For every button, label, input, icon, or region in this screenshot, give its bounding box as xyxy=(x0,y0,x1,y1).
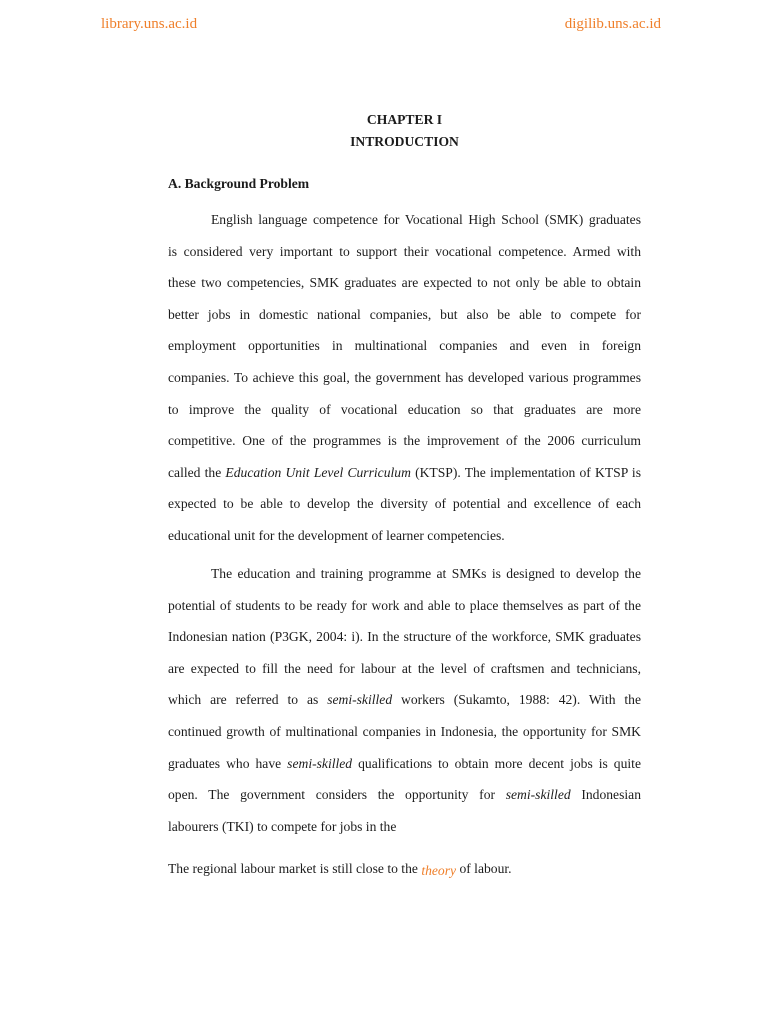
text-line xyxy=(168,853,641,885)
text-segment: graduates who have xyxy=(168,755,288,771)
chapter-heading xyxy=(168,109,641,153)
text-segment: Indonesian xyxy=(570,787,641,803)
chapter-number: CHAPTER I xyxy=(366,112,443,127)
text-line xyxy=(168,684,641,716)
text-segment: of labour. xyxy=(456,861,512,876)
text-line: are expected to fill the need for labour at the level of craftsmen and technicians, xyxy=(168,660,641,676)
text-segment: The regional labour market is still close to the xyxy=(168,861,422,876)
text-line: better jobs in domestic national companies, but also be able to compete for xyxy=(168,306,641,322)
theory-link[interactable]: theory xyxy=(421,863,457,878)
text-line: companies. To achieve this goal, the government has developed various programmes xyxy=(168,369,641,385)
text-line: potential of students to be ready for work and able to place themselves as part of the xyxy=(168,597,641,613)
text-line: expected to be able to develop the diversity of potential and excellence of each xyxy=(168,496,641,512)
text-segment: which are referred to as xyxy=(168,692,328,708)
text-line: competitive. One of the programmes is the improvement of the 2006 curriculum xyxy=(168,433,641,449)
text-line xyxy=(168,457,641,489)
italic-term: semi-skilled xyxy=(287,755,353,771)
paragraph-2 xyxy=(168,558,641,842)
header-link-digilib[interactable]: digilib.uns.ac.id xyxy=(564,16,661,32)
section-heading: A. Background Problem xyxy=(168,176,310,191)
text-segment: open. The government considers the opportunity for xyxy=(168,787,506,803)
text-segment: qualifications to obtain more decent jobs is quite xyxy=(352,755,641,771)
text-segment: (KTSP). The implementation of KTSP is xyxy=(410,464,641,480)
italic-term: semi-skilled xyxy=(505,787,571,803)
closing-line xyxy=(168,853,641,885)
text-segment: called the xyxy=(168,464,226,480)
italic-term: Education Unit Level Curriculum xyxy=(225,464,411,480)
text-line: employment opportunities in multinational companies and even in foreign xyxy=(168,338,641,354)
text-segment: workers (Sukamto, 1988: 42). With the xyxy=(392,692,642,708)
text-line xyxy=(168,748,641,780)
text-line: The education and training programme at SMKs is designed to develop the xyxy=(211,566,641,581)
chapter-title: INTRODUCTION xyxy=(350,134,459,149)
text-line: Indonesian nation (P3GK, 2004: i). In the structure of the workforce, SMK graduates xyxy=(168,629,641,645)
text-line: is considered very important to support their vocational competence. Armed with xyxy=(168,243,641,259)
text-line: English language competence for Vocational High School (SMK) graduates xyxy=(211,212,641,227)
text-line: continued growth of multinational companies in Indonesia, the opportunity for SMK xyxy=(168,723,641,739)
text-line: educational unit for the development of learner competencies. xyxy=(168,527,505,543)
italic-term: semi-skilled xyxy=(327,692,393,708)
header-link-library[interactable]: library.uns.ac.id xyxy=(101,16,198,32)
text-line: these two competencies, SMK graduates are expected to not only be able to obtain xyxy=(168,275,641,291)
paragraph-1 xyxy=(168,204,641,552)
text-line: labourers (TKI) to compete for jobs in the xyxy=(168,818,397,834)
text-line: to improve the quality of vocational education so that graduates are more xyxy=(168,401,641,417)
text-line xyxy=(168,779,641,811)
